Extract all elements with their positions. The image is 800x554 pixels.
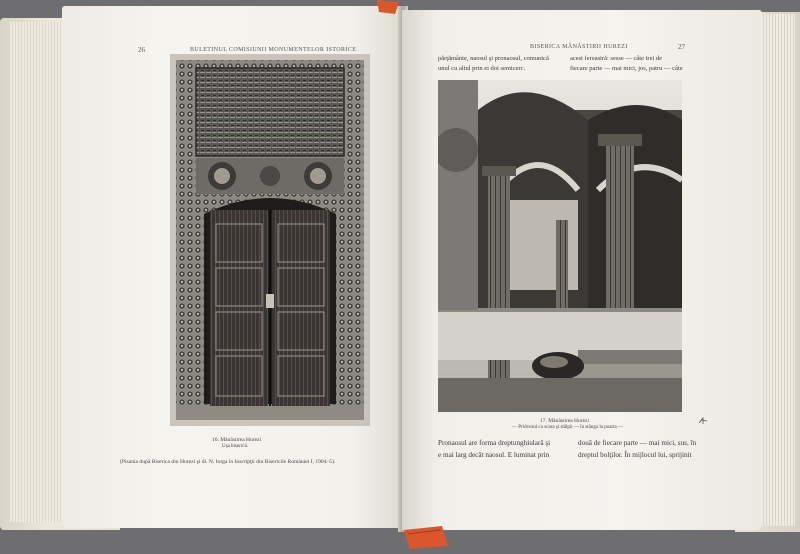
- right-top-text-line-1: părţământe, naosul şi pronaosul, comunică: [438, 55, 549, 62]
- porch-plate: [438, 80, 682, 412]
- right-page: [402, 10, 762, 530]
- left-page-number: 26: [138, 46, 145, 54]
- left-page: [62, 6, 402, 528]
- doorway-plate: [170, 54, 370, 426]
- left-figure-subcaption: Ușa bisericii.: [222, 444, 249, 449]
- right-bottom-text-line-1: Pronaosul are forma dreptunghiulară şi: [438, 439, 551, 447]
- bookmark-ribbon-top: [373, 0, 403, 16]
- right-figure-caption: 17. Mănăstirea Hurezi: [540, 418, 590, 424]
- right-figure-subcaption: — Pridvorul cu scara şi stâlpii — în stânga la poarta —: [512, 425, 623, 430]
- left-footnote: (Pisania după Biserica din Hurezi şi dl. N. Iorga în Inscripţii din Bisericile României I, 1904–5).: [120, 459, 336, 465]
- pencil-mark: [698, 412, 708, 420]
- right-bottom-text-col2-line-1: două de fiecare parte — mai mici, sus, în: [578, 439, 697, 447]
- right-bottom-text-line-2: e mai larg decât naosul. E luminat prin: [438, 451, 550, 459]
- right-top-text-col2-line-2: fiecare parte — mai mici, jos, patru — câte: [570, 65, 683, 72]
- left-figure-caption: 16. Mănăstirea Hurezi: [212, 437, 262, 443]
- bookmark-ribbon-bottom: [400, 526, 450, 549]
- right-bottom-text-col2-line-2: dreptul bolţilor. În mijlocul lui, sprijinit: [578, 451, 692, 459]
- right-top-text-col2-line-1: acest fereastră: sesse — câte trei de: [570, 55, 663, 62]
- left-running-head: BULETINUL COMISIUNII MONUMENTELOR ISTORICE: [190, 47, 357, 53]
- porch-photograph: [438, 80, 682, 412]
- right-page-number: 27: [678, 43, 685, 51]
- right-top-text-line-2: unul cu altul prin ei doi semicerc.: [438, 65, 526, 72]
- right-running-head: BISERICA MĂNĂSTIRII HUREZI: [530, 44, 628, 50]
- doorway-engraving: [170, 54, 370, 426]
